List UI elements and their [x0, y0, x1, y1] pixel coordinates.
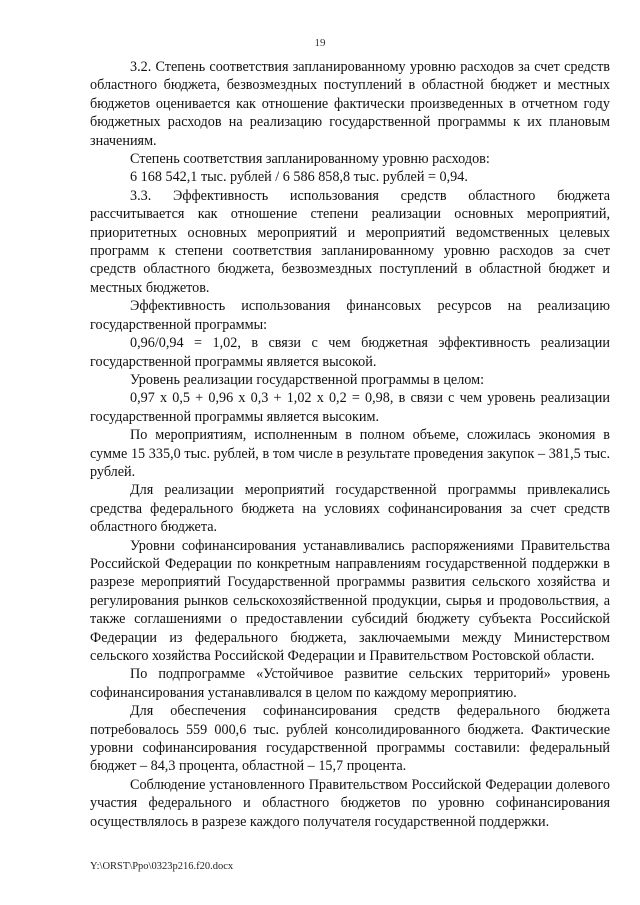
paragraph-efficiency-formula: 0,96/0,94 = 1,02, в связи с чем бюджетная эффективность реализации государственной программы является высокой.: [90, 335, 610, 370]
paragraph-cofinancing-amount: Для обеспечения софинансирования средств федерального бюджета потребовалось 559 000,6 тыс. рублей консолидированного бюджета. Фактические уровни софинансирования государственной программы составили: федеральный бюджет – 84,3 процента, областной – 15,7 процента.: [90, 703, 610, 775]
paragraph-level-label: Уровень реализации государственной программы в целом:: [130, 371, 485, 388]
paragraph-savings: По мероприятиям, исполненным в полном объеме, сложилась экономия в сумме 15 335,0 тыс. рублей, в том числе в результате проведения закупок – 381,5 тыс. рублей.: [90, 427, 610, 480]
paragraph-federal-funds: Для реализации мероприятий государственной программы привлекались средства федерального бюджета на условиях софинансирования за счет средств областного бюджета.: [90, 482, 610, 536]
paragraph-efficiency-label: Эффективность использования финансовых ресурсов на реализацию государственной программы:: [90, 298, 610, 333]
paragraph-compliance: Соблюдение установленного Правительством Российской Федерации долевого участия федерального и областного бюджетов по уровню софинансирования осуществлялось в разрезе каждого получателя государственной поддержки.: [90, 776, 610, 830]
paragraph-expense-label: Степень соответствия запланированному уровню расходов:: [130, 151, 490, 168]
paragraph-expense-formula: 6 168 542,1 тыс. рублей / 6 586 858,8 тыс. рублей = 0,94.: [130, 169, 468, 186]
page-number: 19: [314, 37, 326, 49]
paragraph-cofinancing-levels: Уровни софинансирования устанавливались распоряжениями Правительства Российской Федерации по конкретным направлениям государственной поддержки в разрезе мероприятий Государственной программы развития сельского хозяйства и регулирования рынков сельскохозяйственной продукции, сырья и продовольствия, а также соглашениями о предоставлении субсидий бюджету субъекта Российской Федерации из федерального бюджета, заключаемыми между Министерством сельского хозяйства Российской Федерации и Правительством Ростовской области.: [90, 537, 610, 664]
paragraph-3-3: 3.3. Эффективность использования средств областного бюджета рассчитывается как отношение степени реализации основных мероприятий, приоритетных основных мероприятий и мероприятий ведомственных целевых программ к степени соответствия запланированному уровню расходов за счет средств областного бюджета, безвозмездных поступлений в областной бюджет и местных бюджетов.: [90, 187, 610, 296]
footer-file-path: Y:\ORST\Ppo\0323p216.f20.docx: [90, 861, 234, 872]
paragraph-level-formula: 0,97 х 0,5 + 0,96 х 0,3 + 1,02 х 0,2 = 0,98, в связи с чем уровень реализации государственной программы является высоким.: [90, 390, 610, 425]
document-body: [90, 58, 610, 831]
paragraph-subprogram: По подпрограмме «Устойчивое развитие сельских территорий» уровень софинансирования устанавливался в целом по каждому мероприятию.: [90, 666, 610, 701]
paragraph-3-2: 3.2. Степень соответствия запланированному уровню расходов за счет средств областного бюджета, безвозмездных поступлений в областной бюджет и местных бюджетов оценивается как отношение фактически произведенных в отчетном году бюджетных расходов на реализацию государственной программы к их плановым значениям.: [90, 59, 610, 149]
